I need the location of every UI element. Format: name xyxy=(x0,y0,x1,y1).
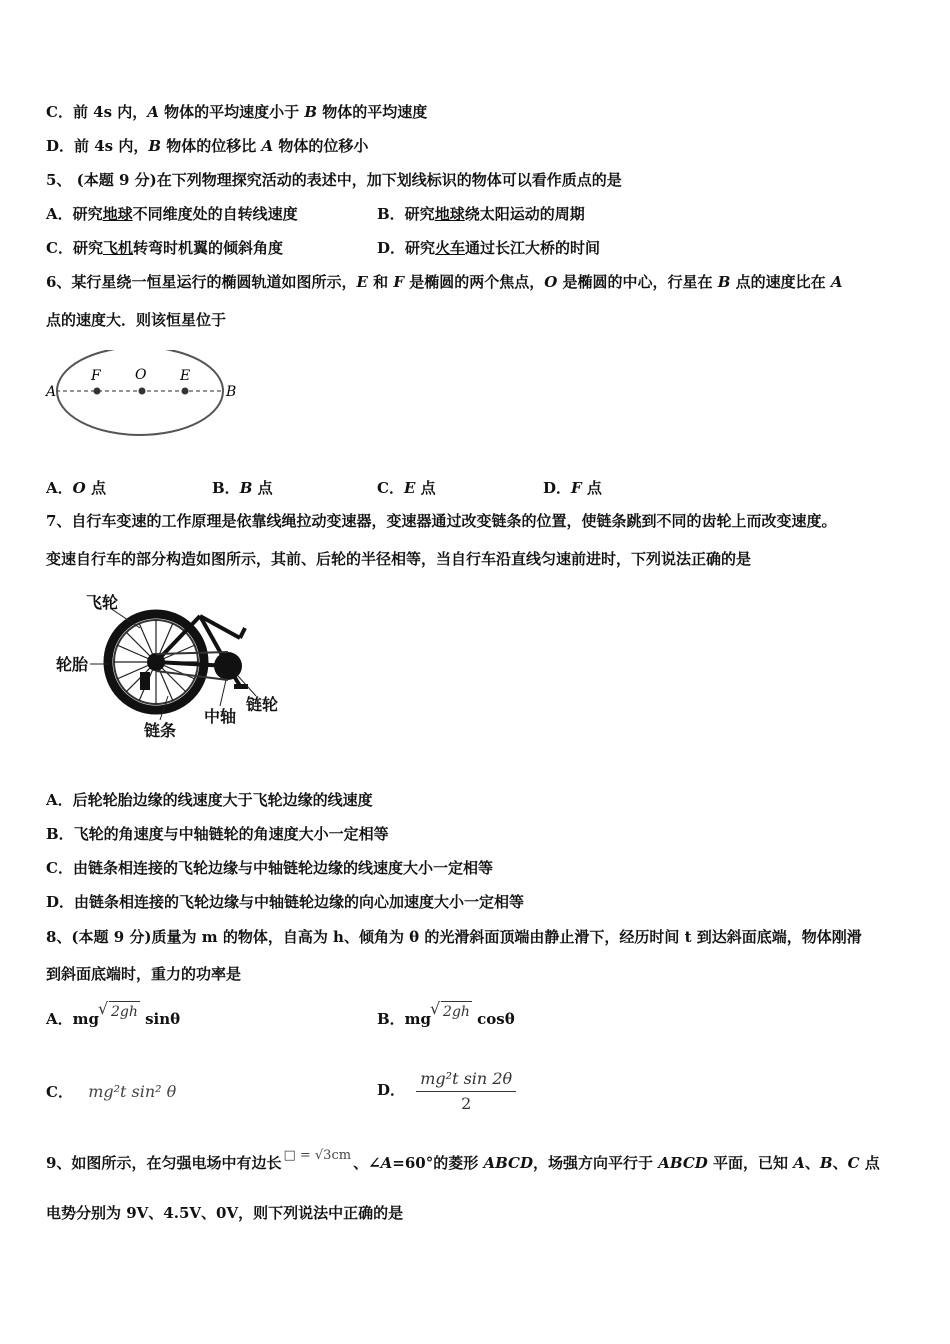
text: 9、如图所示，在匀强电场中有边长 xyxy=(46,1154,282,1172)
label-f: F xyxy=(91,368,101,384)
underlined-object: 地球 xyxy=(102,205,133,223)
text: 6、某行星绕一恒星运行的椭圆轨道如图所示， xyxy=(46,273,357,291)
text: C．研究 xyxy=(46,239,103,257)
var: A xyxy=(793,1154,805,1172)
text: cosθ xyxy=(471,1010,515,1028)
text: 物体的位移小 xyxy=(273,137,369,155)
q7-option-a: A．后轮轮胎边缘的线速度大于飞轮边缘的线速度 xyxy=(46,791,373,809)
question-8-line1: 8、(本题 9 分)质量为 m 的物体，自高为 h、倾角为 θ 的光滑斜面顶端由静止滑下，经历时间 t 到达斜面底端，物体刚滑 xyxy=(46,928,862,946)
text: 、∠ xyxy=(353,1154,381,1172)
question-6-line1 xyxy=(46,272,843,292)
derailleur xyxy=(140,672,150,690)
q6-option-c xyxy=(377,478,436,498)
denominator: 2 xyxy=(461,1093,472,1113)
text: C． xyxy=(46,1083,73,1101)
sqrt-radicand: √ 2gh xyxy=(441,1001,472,1022)
formula: mg²t sin² θ xyxy=(88,1082,177,1101)
text: =60°的菱形 xyxy=(392,1154,484,1172)
text: 、 xyxy=(832,1154,848,1172)
var: E xyxy=(403,479,416,497)
text: D．研究 xyxy=(377,239,436,257)
text: 物体的平均速度 xyxy=(317,103,428,121)
numerator: mg²t sin 2θ xyxy=(416,1069,516,1092)
q8-option-d xyxy=(377,1060,516,1120)
underlined-object: 火车 xyxy=(435,239,466,257)
ellipse-orbit-figure xyxy=(44,350,244,440)
q7-option-c: C．由链条相连接的飞轮边缘与中轴链轮边缘的线速度大小一定相等 xyxy=(46,859,493,877)
text: B．研究 xyxy=(377,205,435,223)
var: C xyxy=(847,1154,860,1172)
text: C． xyxy=(377,479,404,497)
var: F xyxy=(571,479,582,497)
q8-option-a xyxy=(46,1004,181,1030)
var: A xyxy=(380,1154,393,1172)
q6-option-a xyxy=(46,478,106,498)
underlined-object: 飞机 xyxy=(102,239,133,257)
var: O xyxy=(544,273,558,291)
var: E xyxy=(356,273,368,291)
label-tire: 轮胎 xyxy=(56,655,89,674)
var: B xyxy=(819,1154,833,1172)
question-9-line2: 电势分别为 9V、4.5V、0V，则下列说法中正确的是 xyxy=(46,1204,404,1222)
var: ABCD xyxy=(483,1154,533,1172)
question-9-line1 xyxy=(46,1148,880,1175)
q6-option-b xyxy=(212,478,273,498)
label-o: O xyxy=(135,367,147,383)
q8-option-c xyxy=(46,1082,176,1102)
focus-e-dot xyxy=(182,388,189,395)
question-5: 5、 (本题 9 分)在下列物理探究活动的表述中，加下划线标识的物体可以看作质点的是 xyxy=(46,171,622,189)
text: 点的速度比在 xyxy=(730,273,831,291)
q5-option-a xyxy=(46,204,298,224)
var: ABCD xyxy=(658,1154,708,1172)
var-a: A xyxy=(261,137,274,155)
q8-option-b xyxy=(377,1004,515,1030)
text: 物体的位移比 xyxy=(161,137,262,155)
text: A．研究 xyxy=(46,205,103,223)
q6-option-d xyxy=(543,478,602,498)
underlined-object: 地球 xyxy=(434,205,465,223)
label-e: E xyxy=(180,368,191,384)
fraction xyxy=(416,1069,516,1114)
text: 转弯时机翼的倾斜角度 xyxy=(132,239,283,257)
label-freewheel: 飞轮 xyxy=(86,593,119,612)
text: 、 xyxy=(804,1154,820,1172)
text: C．前 4s 内， xyxy=(46,103,148,121)
var: B xyxy=(239,479,253,497)
q7-option-d: D．由链条相连接的飞轮边缘与中轴链轮边缘的向心加速度大小一定相等 xyxy=(46,893,525,911)
label-axle: 中轴 xyxy=(204,707,237,726)
label-b: B xyxy=(226,384,237,400)
text: D．前 4s 内， xyxy=(46,137,149,155)
label-chainring: 链轮 xyxy=(246,695,279,714)
text: 和 xyxy=(367,273,394,291)
bicycle-drivetrain-figure xyxy=(50,588,300,746)
question-7-line2: 变速自行车的部分构造如图所示，其前、后轮的半径相等，当自行车沿直线匀速前进时，下列说法正确的是 xyxy=(46,550,752,568)
var: F xyxy=(393,273,404,291)
text: 通过长江大桥的时间 xyxy=(465,239,601,257)
option-c-prev xyxy=(46,102,427,122)
text: sinθ xyxy=(139,1010,181,1028)
q5-option-c xyxy=(46,238,283,258)
label-a: A xyxy=(46,384,57,400)
text: D． xyxy=(543,479,572,497)
text: D． xyxy=(377,1081,406,1099)
var: B xyxy=(717,273,731,291)
text: 点 xyxy=(85,479,106,497)
var-b: B xyxy=(148,137,162,155)
focus-f-dot xyxy=(94,388,101,395)
var: O xyxy=(72,479,86,497)
text: 不同维度处的自转线速度 xyxy=(132,205,298,223)
text: 点 xyxy=(581,479,602,497)
text: 点 xyxy=(415,479,436,497)
question-7-line1: 7、自行车变速的工作原理是依靠线绳拉动变速器，变速器通过改变链条的位置，使链条跳到不同的齿轮上而改变速度。 xyxy=(46,512,837,530)
text: B．mg xyxy=(377,1010,432,1028)
question-8-line2: 到斜面底端时，重力的功率是 xyxy=(46,965,242,983)
text: 是椭圆的两个焦点， xyxy=(404,273,545,291)
var: A xyxy=(830,273,843,291)
var-b: B xyxy=(304,103,318,121)
text: 是椭圆的中心，行星在 xyxy=(557,273,718,291)
text: A．mg xyxy=(46,1010,99,1028)
label-chain: 链条 xyxy=(144,721,177,740)
center-o-dot xyxy=(139,388,146,395)
q5-option-d xyxy=(377,238,600,258)
text: ，场强方向平行于 xyxy=(533,1154,659,1172)
text: 绕太阳运动的周期 xyxy=(464,205,585,223)
text: 平面，已知 xyxy=(707,1154,794,1172)
var-a: A xyxy=(147,103,159,121)
text: A． xyxy=(46,479,73,497)
sqrt-radicand: √ 2gh xyxy=(109,1001,140,1022)
question-6-line2: 点的速度大．则该恒星位于 xyxy=(46,311,227,329)
side-length-formula: □ = √3cm xyxy=(283,1148,352,1163)
text: 物体的平均速度小于 xyxy=(158,103,305,121)
text: 点 xyxy=(859,1154,880,1172)
q7-option-b: B．飞轮的角速度与中轴链轮的角速度大小一定相等 xyxy=(46,825,389,843)
text: B． xyxy=(212,479,240,497)
option-d-prev xyxy=(46,136,368,156)
text: 点 xyxy=(252,479,273,497)
q5-option-b xyxy=(377,204,585,224)
